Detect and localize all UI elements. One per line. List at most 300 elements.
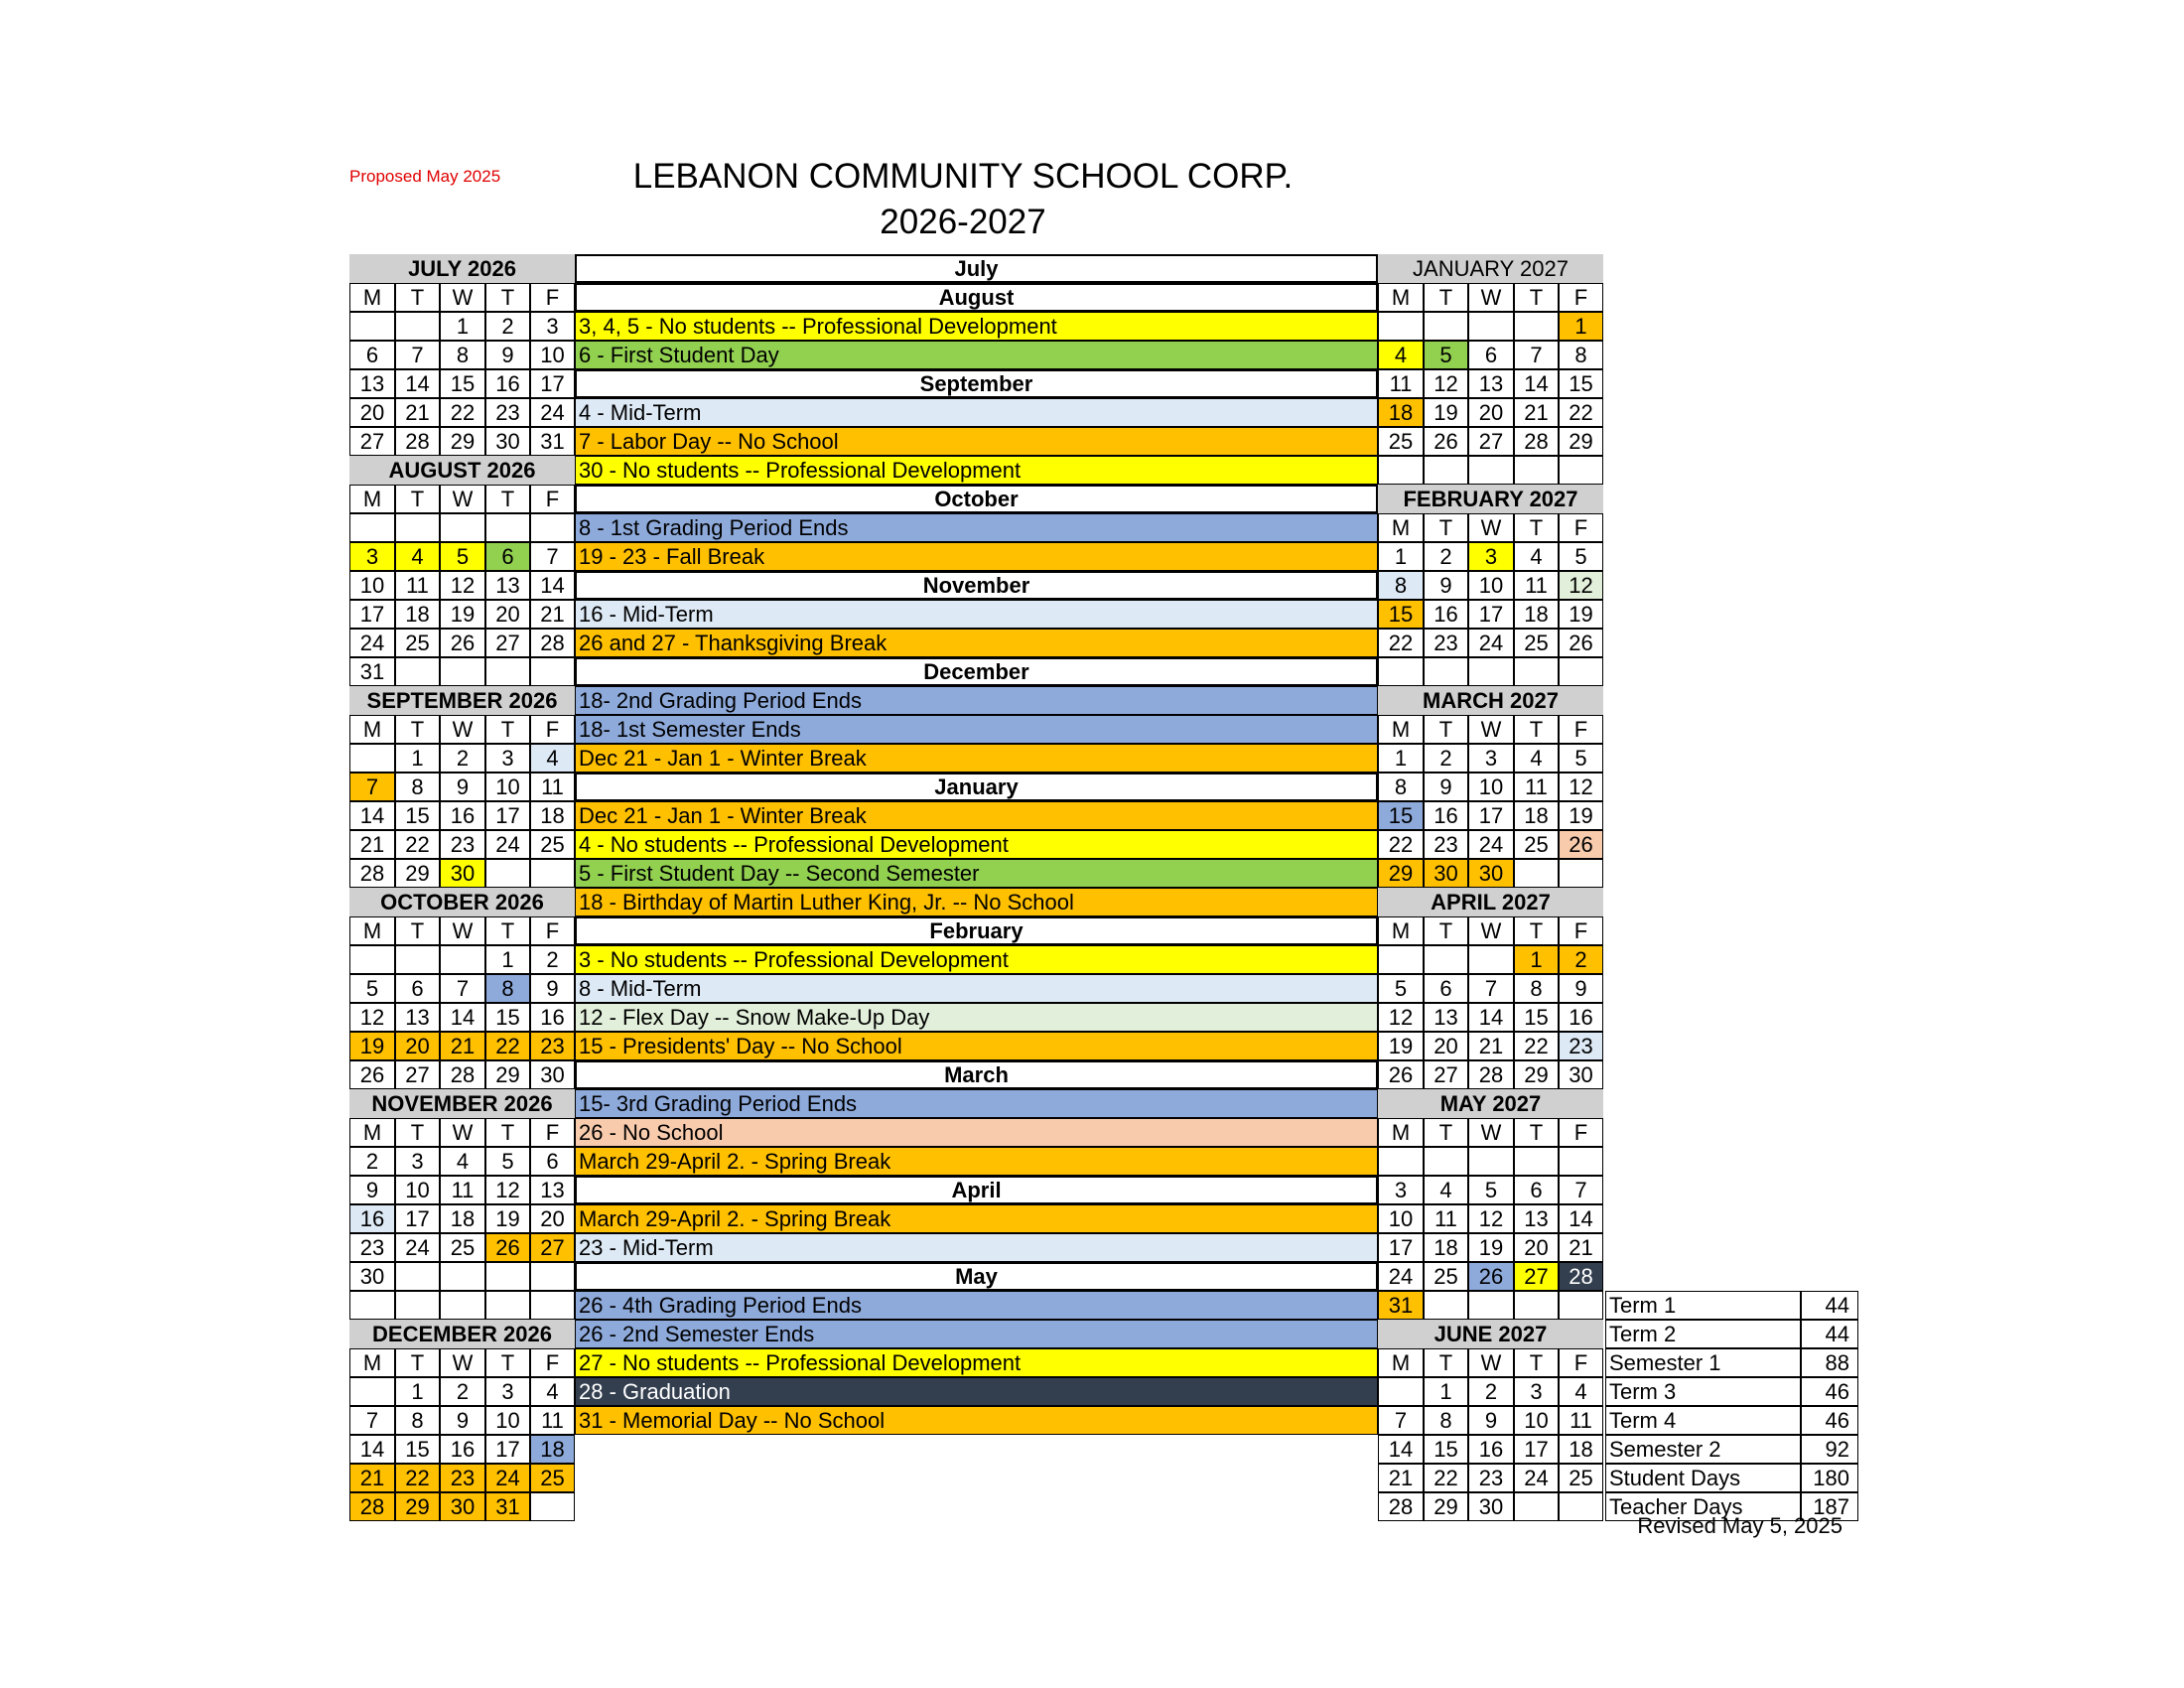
day-cell: 20 (485, 600, 530, 629)
stat-label: Term 1 (1605, 1291, 1801, 1320)
event-item: 3 - No students -- Professional Development (575, 945, 1378, 974)
day-cell: 12 (1378, 1003, 1424, 1032)
day-cell: 11 (530, 1406, 575, 1435)
day-cell (349, 1377, 395, 1406)
day-cell: 30 (349, 1262, 395, 1291)
day-cell: 15 (1378, 600, 1424, 629)
day-cell (1514, 1147, 1559, 1176)
day-cell (530, 1291, 575, 1320)
event-item: 26 - 2nd Semester Ends (575, 1320, 1378, 1348)
weekday-header: T (1424, 1118, 1468, 1147)
weekday-header: M (349, 715, 395, 744)
day-cell: 12 (485, 1176, 530, 1204)
day-cell (1424, 456, 1468, 485)
day-cell: 4 (530, 1377, 575, 1406)
weekday-header: W (440, 1118, 485, 1147)
day-cell: 1 (485, 945, 530, 974)
weekday-header: T (395, 715, 440, 744)
day-cell: 11 (1514, 571, 1559, 600)
month-header: OCTOBER 2026 (349, 888, 575, 916)
day-cell (1514, 1492, 1559, 1521)
day-cell: 25 (440, 1233, 485, 1262)
day-cell: 3 (530, 312, 575, 341)
weekday-header: M (1378, 715, 1424, 744)
day-cell: 17 (1514, 1435, 1559, 1464)
day-cell (530, 859, 575, 888)
weekday-header: T (395, 1118, 440, 1147)
day-cell: 23 (530, 1032, 575, 1060)
day-cell: 19 (1378, 1032, 1424, 1060)
day-cell (485, 1291, 530, 1320)
event-item: 23 - Mid-Term (575, 1233, 1378, 1262)
stat-value: 88 (1801, 1348, 1858, 1377)
day-cell: 7 (349, 1406, 395, 1435)
event-item: 26 and 27 - Thanksgiving Break (575, 629, 1378, 657)
day-cell: 10 (1468, 773, 1514, 801)
event-item: March 29-April 2. - Spring Break (575, 1204, 1378, 1233)
day-cell (1424, 1147, 1468, 1176)
day-cell: 15 (1559, 369, 1603, 398)
stat-label: Semester 1 (1605, 1348, 1801, 1377)
day-cell (530, 513, 575, 542)
day-cell: 16 (485, 369, 530, 398)
day-cell: 18 (530, 801, 575, 830)
day-cell (1424, 312, 1468, 341)
day-cell: 3 (1378, 1176, 1424, 1204)
day-cell (1559, 456, 1603, 485)
day-cell: 21 (1559, 1233, 1603, 1262)
day-cell: 11 (1559, 1406, 1603, 1435)
month-header: JULY 2026 (349, 254, 575, 283)
day-cell: 30 (530, 1060, 575, 1089)
day-cell: 24 (485, 830, 530, 859)
event-item: 15 - Presidents' Day -- No School (575, 1032, 1378, 1060)
day-cell (1514, 456, 1559, 485)
weekday-header: T (1514, 1118, 1559, 1147)
school-year: 2026-2027 (880, 203, 1046, 241)
day-cell: 24 (530, 398, 575, 427)
day-cell: 17 (1378, 1233, 1424, 1262)
day-cell: 26 (1378, 1060, 1424, 1089)
day-cell: 25 (530, 830, 575, 859)
day-cell: 3 (1468, 744, 1514, 773)
day-cell: 3 (485, 1377, 530, 1406)
day-cell: 24 (395, 1233, 440, 1262)
day-cell (440, 657, 485, 686)
weekday-header: W (1468, 715, 1514, 744)
weekday-header: T (485, 283, 530, 312)
event-item: 5 - First Student Day -- Second Semester (575, 859, 1378, 888)
day-cell: 21 (349, 1464, 395, 1492)
day-cell: 23 (485, 398, 530, 427)
event-item: 8 - 1st Grading Period Ends (575, 513, 1378, 542)
day-cell: 21 (1378, 1464, 1424, 1492)
day-cell: 27 (395, 1060, 440, 1089)
month-header: SEPTEMBER 2026 (349, 686, 575, 715)
weekday-header: W (440, 1348, 485, 1377)
day-cell: 16 (1468, 1435, 1514, 1464)
day-cell: 19 (1424, 398, 1468, 427)
day-cell: 9 (349, 1176, 395, 1204)
weekday-header: W (440, 916, 485, 945)
day-cell: 7 (1559, 1176, 1603, 1204)
day-cell: 9 (1424, 773, 1468, 801)
event-item: 26 - 4th Grading Period Ends (575, 1291, 1378, 1320)
day-cell (349, 312, 395, 341)
event-item: 18 - Birthday of Martin Luther King, Jr. -- No School (575, 888, 1378, 916)
day-cell: 20 (395, 1032, 440, 1060)
day-cell: 27 (349, 427, 395, 456)
day-cell: 20 (1424, 1032, 1468, 1060)
event-item: 4 - No students -- Professional Development (575, 830, 1378, 859)
day-cell: 18 (1514, 801, 1559, 830)
day-cell: 2 (1559, 945, 1603, 974)
day-cell: 30 (485, 427, 530, 456)
month-section-header: January (575, 773, 1378, 801)
day-cell: 1 (1378, 542, 1424, 571)
day-cell (1378, 945, 1424, 974)
day-cell: 15 (395, 1435, 440, 1464)
day-cell: 21 (1468, 1032, 1514, 1060)
day-cell: 29 (1424, 1492, 1468, 1521)
day-cell: 16 (440, 1435, 485, 1464)
day-cell: 22 (1378, 830, 1424, 859)
day-cell (440, 513, 485, 542)
day-cell: 28 (440, 1060, 485, 1089)
day-cell (1559, 1147, 1603, 1176)
event-item: March 29-April 2. - Spring Break (575, 1147, 1378, 1176)
day-cell (485, 513, 530, 542)
day-cell: 12 (1559, 773, 1603, 801)
day-cell: 28 (349, 859, 395, 888)
day-cell: 22 (1424, 1464, 1468, 1492)
day-cell: 24 (1378, 1262, 1424, 1291)
day-cell: 18 (1378, 398, 1424, 427)
day-cell: 3 (1514, 1377, 1559, 1406)
weekday-header: T (395, 916, 440, 945)
weekday-header: M (349, 1118, 395, 1147)
day-cell (440, 1291, 485, 1320)
weekday-header: M (1378, 513, 1424, 542)
day-cell: 27 (530, 1233, 575, 1262)
day-cell: 23 (1559, 1032, 1603, 1060)
day-cell: 8 (1514, 974, 1559, 1003)
month-section-header: September (575, 369, 1378, 398)
weekday-header: T (395, 485, 440, 513)
day-cell: 4 (1514, 744, 1559, 773)
day-cell (1514, 1291, 1559, 1320)
day-cell (485, 859, 530, 888)
day-cell: 5 (1559, 744, 1603, 773)
day-cell: 14 (1514, 369, 1559, 398)
day-cell: 24 (1468, 830, 1514, 859)
day-cell: 13 (485, 571, 530, 600)
day-cell: 10 (1378, 1204, 1424, 1233)
day-cell: 3 (395, 1147, 440, 1176)
weekday-header: M (349, 283, 395, 312)
month-header: MARCH 2027 (1378, 686, 1603, 715)
revised-date: Revised May 5, 2025 (1637, 1513, 1843, 1538)
day-cell: 26 (1424, 427, 1468, 456)
page-title: LEBANON COMMUNITY SCHOOL CORP. (632, 157, 1294, 196)
day-cell: 18 (395, 600, 440, 629)
weekday-header: M (1378, 1118, 1424, 1147)
day-cell: 22 (440, 398, 485, 427)
day-cell: 8 (440, 341, 485, 369)
day-cell: 10 (395, 1176, 440, 1204)
weekday-header: M (1378, 283, 1424, 312)
stat-label: Term 4 (1605, 1406, 1801, 1435)
day-cell: 19 (349, 1032, 395, 1060)
day-cell: 22 (395, 1464, 440, 1492)
weekday-header: T (485, 1348, 530, 1377)
day-cell: 28 (1514, 427, 1559, 456)
stat-label: Teacher Days (1605, 1492, 1801, 1521)
event-item: 4 - Mid-Term (575, 398, 1378, 427)
day-cell (1424, 1291, 1468, 1320)
day-cell: 12 (1424, 369, 1468, 398)
day-cell: 6 (395, 974, 440, 1003)
day-cell: 26 (1559, 830, 1603, 859)
day-cell (530, 1492, 575, 1521)
day-cell (1378, 1147, 1424, 1176)
day-cell: 21 (530, 600, 575, 629)
weekday-header: F (1559, 1118, 1603, 1147)
day-cell: 6 (485, 542, 530, 571)
day-cell: 24 (349, 629, 395, 657)
day-cell: 10 (349, 571, 395, 600)
day-cell: 13 (1424, 1003, 1468, 1032)
day-cell: 26 (1559, 629, 1603, 657)
weekday-header: T (485, 916, 530, 945)
day-cell: 14 (440, 1003, 485, 1032)
day-cell: 9 (1424, 571, 1468, 600)
day-cell (349, 1291, 395, 1320)
day-cell: 24 (1514, 1464, 1559, 1492)
weekday-header: T (1514, 1348, 1559, 1377)
day-cell: 14 (1378, 1435, 1424, 1464)
day-cell: 2 (1468, 1377, 1514, 1406)
day-cell: 18 (1514, 600, 1559, 629)
day-cell (395, 513, 440, 542)
weekday-header: T (1424, 715, 1468, 744)
event-item: 15- 3rd Grading Period Ends (575, 1089, 1378, 1118)
day-cell: 6 (1468, 341, 1514, 369)
weekday-header: F (1559, 283, 1603, 312)
weekday-header: W (1468, 1348, 1514, 1377)
day-cell: 17 (530, 369, 575, 398)
weekday-header: W (440, 485, 485, 513)
day-cell (1559, 859, 1603, 888)
day-cell: 1 (1514, 945, 1559, 974)
day-cell: 8 (395, 1406, 440, 1435)
day-cell: 25 (530, 1464, 575, 1492)
day-cell: 26 (1468, 1262, 1514, 1291)
day-cell (485, 1262, 530, 1291)
event-item: 26 - No School (575, 1118, 1378, 1147)
day-cell (1514, 859, 1559, 888)
day-cell: 11 (530, 773, 575, 801)
day-cell: 22 (1559, 398, 1603, 427)
day-cell: 10 (485, 773, 530, 801)
day-cell: 30 (440, 1492, 485, 1521)
weekday-header: T (485, 715, 530, 744)
day-cell: 1 (1378, 744, 1424, 773)
day-cell: 7 (349, 773, 395, 801)
event-item: 3, 4, 5 - No students -- Professional Development (575, 312, 1378, 341)
weekday-header: T (1424, 283, 1468, 312)
day-cell (349, 744, 395, 773)
day-cell: 13 (1514, 1204, 1559, 1233)
stat-label: Student Days (1605, 1464, 1801, 1492)
day-cell: 23 (1424, 830, 1468, 859)
day-cell: 8 (1559, 341, 1603, 369)
day-cell (1468, 1291, 1514, 1320)
day-cell: 16 (349, 1204, 395, 1233)
weekday-header: T (1514, 715, 1559, 744)
weekday-header: T (485, 485, 530, 513)
month-header: JUNE 2027 (1378, 1320, 1603, 1348)
weekday-header: F (1559, 715, 1603, 744)
day-cell: 15 (1424, 1435, 1468, 1464)
day-cell: 7 (1468, 974, 1514, 1003)
day-cell: 2 (530, 945, 575, 974)
weekday-header: T (1514, 283, 1559, 312)
weekday-header: W (440, 715, 485, 744)
day-cell: 31 (485, 1492, 530, 1521)
day-cell: 1 (395, 744, 440, 773)
day-cell (1378, 312, 1424, 341)
month-header: AUGUST 2026 (349, 456, 575, 485)
weekday-header: W (1468, 513, 1514, 542)
day-cell: 24 (1468, 629, 1514, 657)
day-cell: 24 (485, 1464, 530, 1492)
day-cell: 13 (1468, 369, 1514, 398)
day-cell: 20 (1468, 398, 1514, 427)
day-cell: 5 (1468, 1176, 1514, 1204)
weekday-header: F (530, 485, 575, 513)
day-cell: 29 (440, 427, 485, 456)
day-cell: 9 (440, 1406, 485, 1435)
day-cell: 5 (1424, 341, 1468, 369)
day-cell (395, 945, 440, 974)
event-item: 27 - No students -- Professional Development (575, 1348, 1378, 1377)
day-cell: 23 (440, 830, 485, 859)
day-cell (1559, 1291, 1603, 1320)
day-cell: 25 (1378, 427, 1424, 456)
day-cell: 8 (395, 773, 440, 801)
day-cell: 14 (1468, 1003, 1514, 1032)
day-cell (530, 657, 575, 686)
day-cell: 15 (1378, 801, 1424, 830)
day-cell: 25 (1559, 1464, 1603, 1492)
day-cell: 22 (1378, 629, 1424, 657)
day-cell: 14 (349, 801, 395, 830)
stat-value: 180 (1801, 1464, 1858, 1492)
day-cell: 11 (1514, 773, 1559, 801)
day-cell: 19 (485, 1204, 530, 1233)
month-header: APRIL 2027 (1378, 888, 1603, 916)
day-cell (1378, 657, 1424, 686)
day-cell: 19 (1559, 600, 1603, 629)
day-cell: 13 (395, 1003, 440, 1032)
day-cell: 13 (530, 1176, 575, 1204)
day-cell: 12 (440, 571, 485, 600)
day-cell (349, 513, 395, 542)
day-cell: 2 (440, 1377, 485, 1406)
day-cell: 15 (485, 1003, 530, 1032)
day-cell: 5 (1559, 542, 1603, 571)
month-section-header: August (575, 283, 1378, 312)
weekday-header: W (440, 283, 485, 312)
day-cell: 4 (530, 744, 575, 773)
day-cell: 20 (349, 398, 395, 427)
weekday-header: F (1559, 513, 1603, 542)
day-cell (1468, 456, 1514, 485)
day-cell: 15 (440, 369, 485, 398)
weekday-header: F (530, 1118, 575, 1147)
weekday-header: F (1559, 916, 1603, 945)
weekday-header: M (1378, 916, 1424, 945)
day-cell: 19 (1559, 801, 1603, 830)
day-cell: 3 (485, 744, 530, 773)
day-cell: 28 (1378, 1492, 1424, 1521)
weekday-header: T (485, 1118, 530, 1147)
day-cell: 11 (1424, 1204, 1468, 1233)
day-cell (440, 945, 485, 974)
day-cell (1468, 657, 1514, 686)
day-cell (1378, 456, 1424, 485)
day-cell: 17 (349, 600, 395, 629)
month-section-header: October (575, 485, 1378, 513)
month-section-header: May (575, 1262, 1378, 1291)
day-cell (485, 657, 530, 686)
day-cell: 8 (1378, 773, 1424, 801)
day-cell: 30 (1468, 859, 1514, 888)
day-cell: 22 (1514, 1032, 1559, 1060)
day-cell: 9 (530, 974, 575, 1003)
event-item: 7 - Labor Day -- No School (575, 427, 1378, 456)
day-cell: 11 (440, 1176, 485, 1204)
day-cell: 4 (1424, 1176, 1468, 1204)
stat-label: Term 2 (1605, 1320, 1801, 1348)
day-cell: 4 (1378, 341, 1424, 369)
day-cell: 31 (349, 657, 395, 686)
day-cell: 7 (1378, 1406, 1424, 1435)
day-cell: 16 (440, 801, 485, 830)
day-cell (1514, 657, 1559, 686)
weekday-header: W (1468, 1118, 1514, 1147)
day-cell (1424, 945, 1468, 974)
day-cell: 4 (1514, 542, 1559, 571)
day-cell: 9 (485, 341, 530, 369)
day-cell: 5 (440, 542, 485, 571)
day-cell: 17 (485, 801, 530, 830)
day-cell: 7 (395, 341, 440, 369)
weekday-header: T (1424, 513, 1468, 542)
month-header: MAY 2027 (1378, 1089, 1603, 1118)
day-cell (1559, 1492, 1603, 1521)
day-cell: 3 (1468, 542, 1514, 571)
day-cell: 16 (1559, 1003, 1603, 1032)
weekday-header: W (1468, 916, 1514, 945)
event-item: 18- 2nd Grading Period Ends (575, 686, 1378, 715)
day-cell: 4 (1559, 1377, 1603, 1406)
stat-value: 92 (1801, 1435, 1858, 1464)
stat-label: Semester 2 (1605, 1435, 1801, 1464)
day-cell: 26 (485, 1233, 530, 1262)
day-cell: 2 (1424, 744, 1468, 773)
